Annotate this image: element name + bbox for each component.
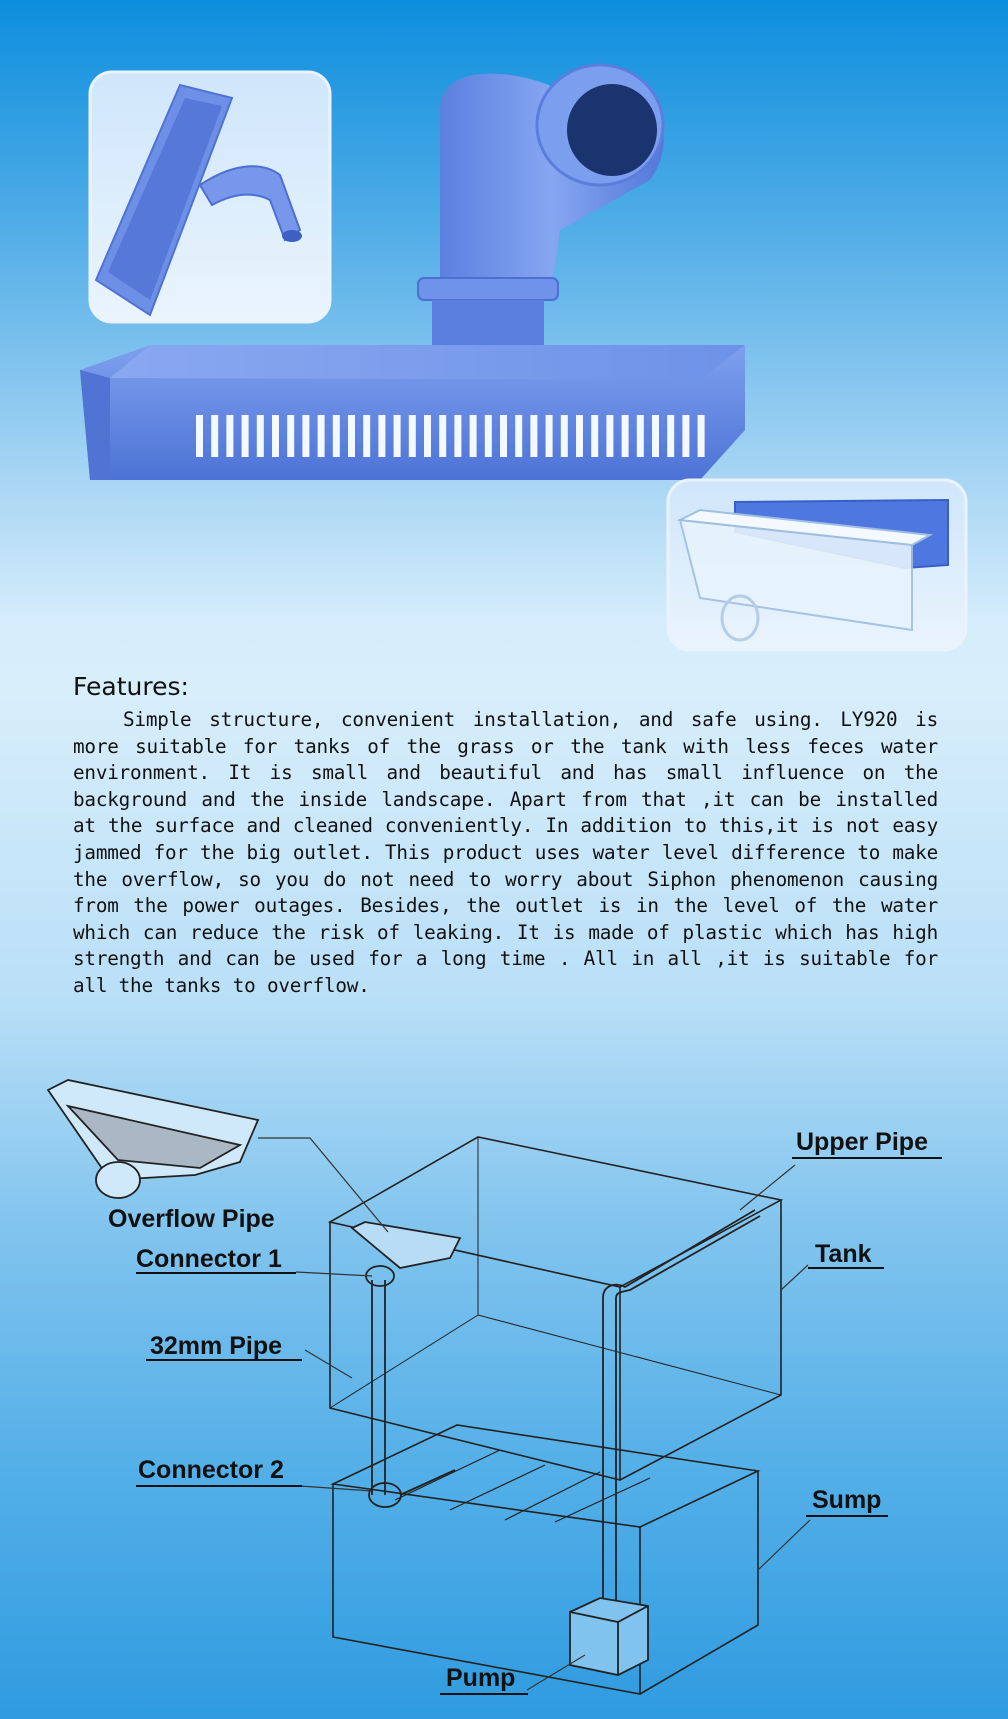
vent-slot	[226, 415, 233, 457]
pump-drawing	[570, 1598, 648, 1675]
pipe-32mm-drawing	[366, 1266, 455, 1507]
features-title: Features:	[73, 672, 189, 701]
overflow-box-icon	[80, 345, 745, 480]
vent-slot	[485, 415, 492, 457]
vent-slot	[333, 415, 340, 457]
svg-text:Upper Pipe: Upper Pipe	[796, 1128, 928, 1156]
vent-slot	[272, 415, 279, 457]
vent-slot	[302, 415, 309, 457]
callout-connector-1	[136, 1245, 296, 1273]
vent-slot	[242, 415, 249, 457]
upper-pipe-drawing	[603, 1210, 760, 1605]
overflow-pipe-detail	[48, 1080, 258, 1198]
svg-text:Overflow Pipe: Overflow Pipe	[108, 1205, 275, 1233]
svg-text:Connector 1: Connector 1	[136, 1245, 282, 1273]
vent-slot	[561, 415, 568, 457]
callout-sump	[806, 1486, 888, 1516]
vent-slot	[378, 415, 385, 457]
sump-outline	[333, 1425, 758, 1694]
svg-text:Sump: Sump	[812, 1486, 882, 1514]
vent-slot	[454, 415, 461, 457]
vent-slot	[682, 415, 689, 457]
vent-slot	[637, 415, 644, 457]
svg-text:Connector 2: Connector 2	[138, 1456, 284, 1484]
vent-slot	[211, 415, 218, 457]
callout-32mm-pipe	[146, 1332, 302, 1360]
vent-slot	[546, 415, 553, 457]
vent-slot	[363, 415, 370, 457]
vent-slot	[318, 415, 325, 457]
svg-text:Pump: Pump	[446, 1664, 516, 1692]
vent-slot	[698, 415, 705, 457]
vent-slot	[667, 415, 674, 457]
vent-slot	[439, 415, 446, 457]
installation-diagram	[0, 1065, 1008, 1719]
callout-upper-pipe	[792, 1128, 942, 1158]
inset-photo-clear-box	[668, 480, 966, 650]
vent-slot	[500, 415, 507, 457]
vent-slot	[424, 415, 431, 457]
vent-slot	[530, 415, 537, 457]
vent-slot	[515, 415, 522, 457]
vent-slot	[591, 415, 598, 457]
vent-slot	[196, 415, 203, 457]
vent-slot	[394, 415, 401, 457]
callout-overflow-pipe	[108, 1205, 275, 1233]
vent-slot	[652, 415, 659, 457]
vent-slot	[409, 415, 416, 457]
svg-text:Tank: Tank	[815, 1240, 872, 1268]
elbow-outlet-icon	[418, 65, 664, 345]
callout-tank	[808, 1240, 884, 1268]
inset-photo-overflow-box	[90, 72, 330, 322]
callout-connector-2	[136, 1456, 302, 1486]
vent-slot	[257, 415, 264, 457]
vent-slot	[576, 415, 583, 457]
vent-slot	[622, 415, 629, 457]
callout-pump	[440, 1664, 528, 1694]
vent-slot	[470, 415, 477, 457]
vent-slot	[348, 415, 355, 457]
features-section	[73, 672, 938, 1000]
svg-text:32mm Pipe: 32mm Pipe	[150, 1332, 283, 1360]
leader-lines	[258, 1138, 810, 1690]
tank-outline	[330, 1137, 781, 1480]
vent-slot	[287, 415, 294, 457]
vent-slot	[606, 415, 613, 457]
product-photo-hero	[0, 0, 1008, 660]
overflow-box-drawing	[352, 1222, 460, 1268]
features-body: Simple structure, convenient installation, and safe using. LY920 is more suitable for tanks of the grass or the tank with less feces water environment. It is small and beautiful and has small influence on the background and the inside landscape. Apart from that ,it can be installed at the surface and cleaned conveniently. In addition to this,it is not easy jammed for the big outlet. This product uses water level difference to make the overflow, so you do not need to worry about Siphon phenomenon causing from the power outages. Besides, the outlet is in the level of the water which can reduce the risk of leaking. It is made of plastic which has high strength and can be used for a long time . All in all ,it is suitable for all the tanks to overflow.	[73, 708, 938, 997]
